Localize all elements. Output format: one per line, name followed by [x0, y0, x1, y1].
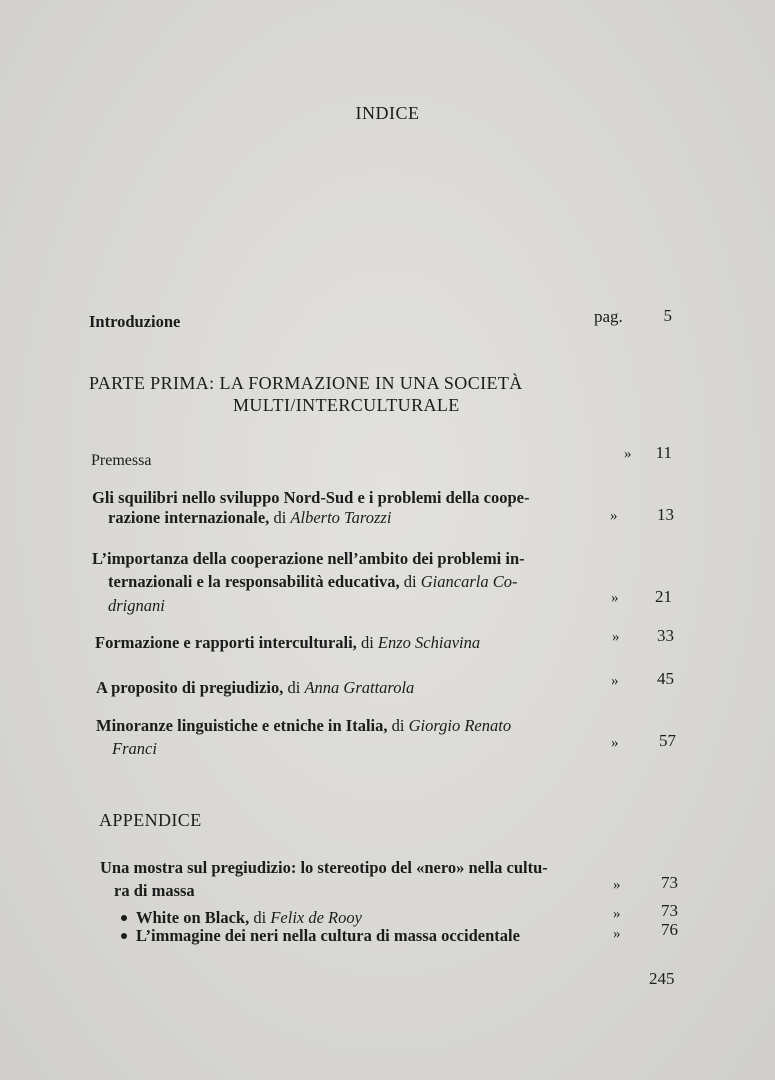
bullet-item-1: White on Black, di Felix de Rooy [121, 908, 362, 928]
entry6-line2: ra di massa [114, 881, 195, 900]
part-heading-line1: PARTE PRIMA: LA FORMAZIONE IN UNA SOCIETÀ [89, 373, 523, 393]
entry2-line2: ternazionali e la responsabilità educativa, di Giancarla Co- [108, 572, 518, 591]
entry4-line: A proposito di pregiudizio, di Anna Grattarola [96, 678, 415, 697]
entry1-line2: razione internazionale, di Alberto Tarozzi [108, 508, 392, 527]
entry5-line1: Minoranze linguistiche e etniche in Italia, di Giorgio Renato [96, 716, 512, 735]
bleed-through-text: . [85, 60, 89, 77]
bullet2-page-number: 76 [661, 920, 678, 939]
bullet-icon [121, 933, 127, 939]
bullet-item-2: L’immagine dei neri nella cultura di massa occidentale [121, 926, 520, 946]
page-number: 245 [649, 969, 675, 988]
entry5-line2: Franci [112, 739, 157, 758]
appendix-heading: APPENDICE [99, 810, 202, 830]
bullet1-arrow: » [613, 906, 621, 922]
entry2-line1: L’importanza della cooperazione nell’ambito dei problemi in- [92, 549, 525, 568]
entry4-arrow: » [611, 673, 619, 689]
entry1-page-number: 13 [657, 505, 674, 524]
part-heading-line2: MULTI/INTERCULTURALE [233, 395, 460, 415]
entry4-page-number: 45 [657, 669, 674, 688]
index-title: INDICE [355, 103, 420, 123]
entry6-arrow: » [613, 877, 621, 893]
entry2-line3: drignani [108, 596, 165, 615]
entry2-page-number: 21 [655, 587, 672, 606]
entry3-arrow: » [612, 629, 620, 645]
entry6-line1: Una mostra sul pregiudizio: lo stereotipo del «nero» nella cultu- [100, 858, 548, 877]
bullet2-arrow: » [613, 926, 621, 942]
entry6-page-number: 73 [661, 873, 678, 892]
premessa-label: Premessa [91, 452, 152, 469]
premessa-page-number: 11 [655, 443, 672, 462]
entry3-line: Formazione e rapporti interculturali, di Enzo Schiavina [95, 633, 481, 652]
intro-pag-label: pag. [594, 307, 623, 326]
entry2-arrow: » [611, 590, 619, 606]
bullet1-page-number: 73 [661, 901, 678, 920]
intro-label: Introduzione [89, 312, 181, 331]
bullet-icon [121, 915, 127, 921]
entry3-page-number: 33 [657, 626, 674, 645]
intro-page-number: 5 [663, 306, 672, 325]
entry1-arrow: » [610, 508, 618, 524]
entry5-arrow: » [611, 735, 619, 751]
entry5-page-number: 57 [659, 731, 676, 750]
premessa-arrow: » [624, 446, 632, 462]
entry1-line1: Gli squilibri nello sviluppo Nord-Sud e i problemi della coope- [92, 488, 530, 507]
